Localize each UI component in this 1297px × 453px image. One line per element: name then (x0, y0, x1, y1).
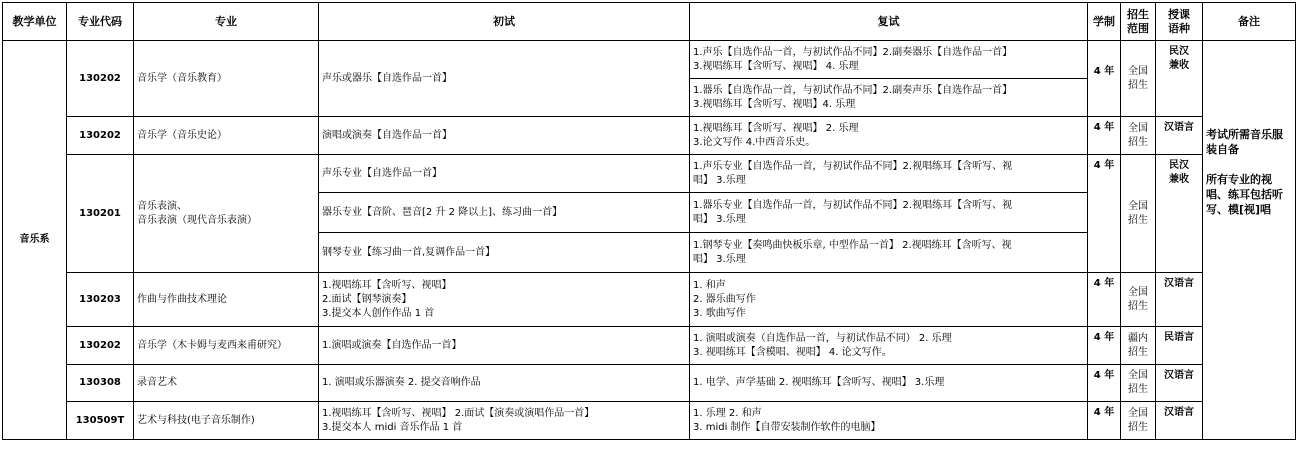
code-cell: 130203 (67, 273, 134, 327)
table-row (3, 273, 1296, 327)
retest-cell: 1. 和声 2. 器乐曲写作 3. 歌曲写作 (690, 273, 1088, 327)
department-cell: 音乐系 (3, 41, 67, 440)
code-cell: 130308 (67, 365, 134, 402)
header-code: 专业代码 (67, 3, 134, 41)
scope-cell: 全国 招生 (1121, 365, 1156, 402)
scope-cell: 全国 招生 (1121, 273, 1156, 327)
initial-cell: 1.视唱练耳【含听写、视唱】 2.面试【演奏或演唱作品一首】 3.提交本人 midi 音乐作品 1 首 (319, 402, 690, 440)
code-cell: 130509T (67, 402, 134, 440)
initial-cell: 1.演唱或演奏【自选作品一首】 (319, 327, 690, 365)
header-scope: 招生 范围 (1121, 3, 1156, 41)
major-cell: 音乐学（音乐教育） (134, 41, 319, 117)
code-cell: 130201 (67, 155, 134, 273)
years-cell: 4 年 (1088, 273, 1121, 327)
table-row (3, 402, 1296, 440)
retest-cell: 1. 电学、声学基础 2. 视唱练耳【含听写、视唱】 3.乐理 (690, 365, 1088, 402)
language-cell: 汉语言 (1156, 365, 1203, 402)
notes-cell: 考试所需音乐服装自备 所有专业的视唱、练耳包括听写、模[视]唱 (1203, 41, 1296, 440)
initial-cell: 钢琴专业【练习曲一首,复调作品一首】 (319, 233, 690, 273)
header-initial: 初试 (319, 3, 690, 41)
code-cell: 130202 (67, 41, 134, 117)
initial-cell: 器乐专业【音阶、琶音[2 升 2 降以上]、练习曲一首】 (319, 193, 690, 233)
initial-cell: 演唱或演奏【自选作品一首】 (319, 117, 690, 155)
code-cell: 130202 (67, 327, 134, 365)
header-language: 授课 语种 (1156, 3, 1203, 41)
retest-cell: 1.器乐【自选作品一首，与初试作品不同】2.副奏声乐【自选作品一首】 3.视唱练耳【含听写、视唱】4. 乐理 (690, 79, 1088, 117)
table-row (3, 117, 1296, 155)
major-cell: 音乐学（音乐史论） (134, 117, 319, 155)
scope-cell: 全国 招生 (1121, 117, 1156, 155)
table-row (3, 327, 1296, 365)
header-years: 学制 (1088, 3, 1121, 41)
language-cell: 汉语言 (1156, 402, 1203, 440)
years-cell: 4 年 (1088, 41, 1121, 117)
table-row (3, 155, 1296, 193)
retest-cell: 1. 乐理 2. 和声 3. midi 制作【自带安装制作软件的电脑】 (690, 402, 1088, 440)
scope-cell: 全国 招生 (1121, 155, 1156, 273)
header-notes: 备注 (1203, 3, 1296, 41)
years-cell: 4 年 (1088, 402, 1121, 440)
header-retest: 复试 (690, 3, 1088, 41)
major-cell: 作曲与作曲技术理论 (134, 273, 319, 327)
retest-cell: 1.声乐【自选作品一首，与初试作品不同】2.副奏器乐【自选作品一首】 3.视唱练耳【含听写、视唱】 4. 乐理 (690, 41, 1088, 79)
scope-cell: 疆内 招生 (1121, 327, 1156, 365)
major-cell: 艺术与科技(电子音乐制作) (134, 402, 319, 440)
initial-cell: 声乐或器乐【自选作品一首】 (319, 41, 690, 117)
language-cell: 民汉 兼收 (1156, 155, 1203, 273)
initial-cell: 声乐专业【自选作品一首】 (319, 155, 690, 193)
header-unit: 教学单位 (3, 3, 67, 41)
retest-cell: 1.视唱练耳【含听写、视唱】 2. 乐理 3.论文写作 4.中西音乐史。 (690, 117, 1088, 155)
header-major: 专业 (134, 3, 319, 41)
major-cell: 录音艺术 (134, 365, 319, 402)
table-row (3, 41, 1296, 79)
language-cell: 民语言 (1156, 327, 1203, 365)
years-cell: 4 年 (1088, 365, 1121, 402)
scope-cell: 全国 招生 (1121, 402, 1156, 440)
years-cell: 4 年 (1088, 117, 1121, 155)
major-cell: 音乐学（木卡姆与麦西来甫研究） (134, 327, 319, 365)
code-cell: 130202 (67, 117, 134, 155)
language-cell: 民汉 兼收 (1156, 41, 1203, 117)
language-cell: 汉语言 (1156, 117, 1203, 155)
table-row (3, 365, 1296, 402)
language-cell: 汉语言 (1156, 273, 1203, 327)
admissions-table (2, 2, 1296, 440)
years-cell: 4 年 (1088, 327, 1121, 365)
years-cell: 4 年 (1088, 155, 1121, 273)
retest-cell: 1.钢琴专业【奏鸣曲快板乐章, 中型作品一首】 2.视唱练耳【含听写、视 唱】 3.乐理 (690, 233, 1088, 273)
retest-cell: 1.声乐专业【自选作品一首，与初试作品不同】2.视唱练耳【含听写、视 唱】 3.乐理 (690, 155, 1088, 193)
scope-cell: 全国 招生 (1121, 41, 1156, 117)
header-row (3, 3, 1296, 41)
retest-cell: 1. 演唱或演奏（自选作品一首，与初试作品不同） 2. 乐理 3. 视唱练耳【含模唱、视唱】 4. 论文写作。 (690, 327, 1088, 365)
initial-cell: 1.视唱练耳【含听写、视唱】 2.面试【钢琴演奏】 3.提交本人创作作品 1 首 (319, 273, 690, 327)
initial-cell: 1. 演唱或乐器演奏 2. 提交音响作品 (319, 365, 690, 402)
major-cell: 音乐表演、 音乐表演（现代音乐表演） (134, 155, 319, 273)
retest-cell: 1.器乐专业【自选作品一首，与初试作品不同】2.视唱练耳【含听写、视 唱】 3.乐理 (690, 193, 1088, 233)
